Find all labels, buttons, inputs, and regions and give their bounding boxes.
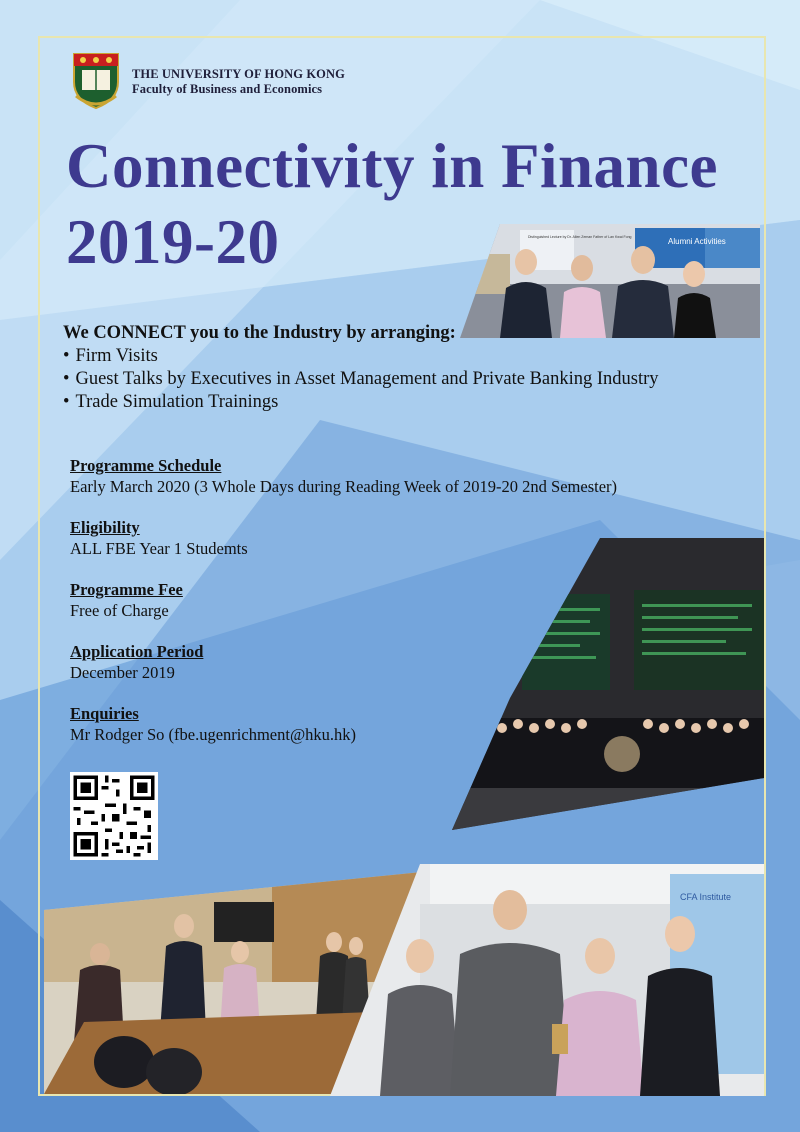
detail-heading: Programme Fee [70,580,183,599]
title-line-1: Connectivity in Finance [66,131,718,201]
detail-value: ALL FBE Year 1 Studemts [70,539,248,558]
hku-crest-logo [72,52,120,110]
list-item: • Firm Visits [63,345,763,368]
detail-value: Mr Rodger So (fbe.ugenrichment@hku.hk) [70,725,357,744]
alumni-photo [460,224,760,338]
detail-heading: Enquiries [70,704,139,723]
lecture-banner-text: Distinguished Lecture by Dr. Allen Zeman Father of Lan Kwai Fong [528,235,632,239]
detail-value: Free of Charge [70,601,169,620]
detail-value: December 2019 [70,663,175,682]
list-item: • Trade Simulation Trainings [63,391,763,414]
cfa-award-photo [330,864,764,1096]
stock-exchange-photo [452,538,764,830]
detail-heading: Application Period [70,642,204,661]
detail-heading: Eligibility [70,518,140,537]
intro-lead: We CONNECT you to the Industry by arranging: [63,323,456,343]
alumni-sign-text: Alumni Activities [668,237,726,246]
activity-list [63,345,763,414]
university-title: THE UNIVERSITY OF HONG KONG [132,67,345,81]
title-line-2: 2019-20 [66,207,280,277]
faculty-title: Faculty of Business and Economics [132,82,323,96]
detail-value: Early March 2020 (3 Whole Days during Reading Week of 2019-20 2nd Semester) [70,477,618,496]
university-name [132,67,345,97]
intro-section [63,322,763,414]
detail-heading: Programme Schedule [70,456,222,475]
qr-code[interactable] [70,772,158,860]
cfa-banner-text: CFA Institute [680,892,732,902]
detail-schedule [70,456,750,497]
list-item: • Guest Talks by Executives in Asset Management and Private Banking Industry [63,368,763,391]
